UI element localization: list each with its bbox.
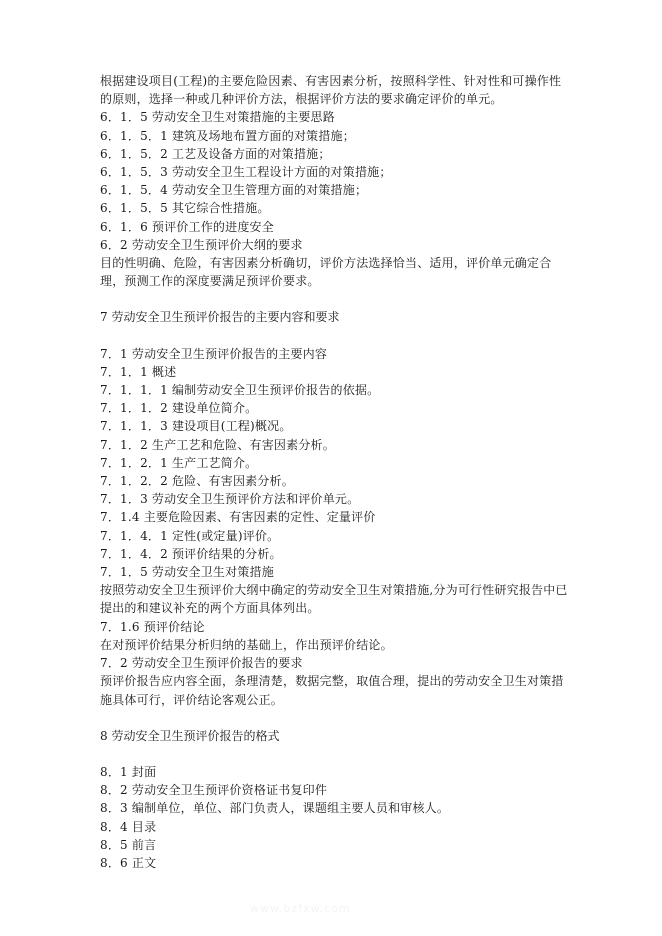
section-8-6-line: 8．6 正文 [100,855,157,870]
section-7-1-2-1-line: 7．1．2．1 生产工艺简介。 [100,455,258,470]
section-7-1-1-3-line: 7．1．1．3 建设项目(工程)概况。 [100,419,292,434]
section-7-1-heading: 7．1 劳动安全卫生预评价报告的主要内容 [100,346,328,361]
section-8-5-line: 8．5 前言 [100,837,157,852]
section-6-1-5-4-line: 6．1．5．4 劳动安全卫生管理方面的对策措施； [100,183,368,198]
section-6-1-5-1-line: 6．1．5．1 建筑及场地布置方面的对策措施； [100,128,355,143]
section-7-1-3-line: 7．1．3 劳动安全卫生预评价方法和评价单元。 [100,492,360,507]
watermark: www.bzfxw.com [250,902,351,915]
section-8-2-line: 8．2 劳动安全卫生预评价资格证书复印件 [100,783,328,798]
section-6-2-heading: 6．2 劳动安全卫生预评价大纲的要求 [100,237,303,252]
intro-paragraph: 根据建设项目(工程)的主要危险因素、有害因素分析，按照科学性、针对性和可操作性的原则，选择一种或几种评价方法，根据评价方法的要求确定评价的单元。 [100,74,562,107]
section-6-1-5-3-line: 6．1．5．3 劳动安全卫生工程设计方面的对策措施； [100,165,392,180]
section-7-1-2-line: 7．1．2 生产工艺和危险、有害因素分析。 [100,437,335,452]
section-7-1-4-line: 7．1.4 主要危险因素、有害因素的定性、定量评价 [100,510,376,525]
spacer [100,327,570,345]
section-7-1-6-paragraph: 在对预评价结果分析归纳的基础上，作出预评价结论。 [100,637,393,652]
section-7-1-4-2-line: 7．1．4．2 预评价结果的分析。 [100,546,282,561]
section-6-1-5-5-line: 6．1．5．5 其它综合性措施。 [100,201,270,216]
section-8-4-line: 8．4 目录 [100,819,157,834]
section-6-2-paragraph: 目的性明确、危险，有害因素分析确切，评价方法选择恰当、适用，评价单元确定合理，预测工作的深度要满足预评价要求。 [100,256,552,289]
section-8-3-line: 8．3 编制单位，单位、部门负责人，课题组主要人员和审核人。 [100,801,450,816]
section-7-1-1-1-line: 7．1．1．1 编制劳动安全卫生预评价报告的依据。 [100,383,380,398]
section-7-1-1-2-line: 7．1．1．2 建设单位简介。 [100,401,258,416]
spacer [100,290,570,308]
section-7-2-paragraph: 预评价报告应内容全面，条理清楚，数据完整，取值合理，提出的劳动安全卫生对策措施具体可行，评价结论客观公正。 [100,674,564,707]
section-7-1-6-line: 7．1.6 预评价结论 [100,619,205,634]
section-8-title: 8 劳动安全卫生预评价报告的格式 [100,728,280,743]
section-6-1-5-2-line: 6．1．5．2 工艺及设备方面的对策措施； [100,146,331,161]
section-7-2-heading: 7．2 劳动安全卫生预评价报告的要求 [100,656,303,671]
section-7-1-1-line: 7．1．1 概述 [100,364,177,379]
spacer [100,709,570,727]
spacer [100,745,570,763]
section-6-1-6-line: 6．1．6 预评价工作的进度安全 [100,219,274,234]
document-body [100,72,570,872]
section-6-1-5-heading: 6．1．5 劳动安全卫生对策措施的主要思路 [100,110,335,125]
section-7-1-4-1-line: 7．1．4．1 定性(或定量)评价。 [100,528,280,543]
section-7-title: 7 劳动安全卫生预评价报告的主要内容和要求 [100,310,340,325]
section-7-1-2-2-line: 7．1．2．2 危险、有害因素分析。 [100,474,294,489]
section-7-1-5-paragraph: 按照劳动安全卫生预评价大纲中确定的劳动安全卫生对策措施,分为可行性研究报告中已提出的和建议补充的两个方面具体列出。 [100,583,568,616]
section-8-1-line: 8．1 封面 [100,764,157,779]
section-7-1-5-line: 7．1．5 劳动安全卫生对策措施 [100,565,274,580]
